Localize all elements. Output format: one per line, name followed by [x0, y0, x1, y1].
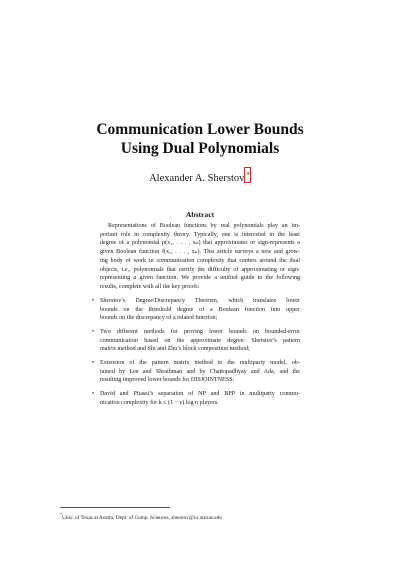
bullet-marker: •	[92, 328, 95, 335]
abstract-line: representing a given function. We provide a unified guide to the following	[100, 275, 300, 282]
abstract-heading: Abstract	[185, 210, 215, 219]
footnote-rule	[60, 507, 170, 508]
footnote-text: Univ. of Texas at Austin, Dept. of Comp. Sciences, sherstov@cs.utexas.edu	[62, 514, 223, 521]
abstract-line: Representations of Boolean functions by real polynomials play an im-	[108, 223, 300, 229]
paper-title-line-2: Using Dual Polynomials	[120, 140, 280, 157]
abstract-line: portant role in complexity theory. Typically, one is interested in the least	[100, 231, 300, 238]
bullet-line: communication based on the approximate degree: Sherstov’s pattern	[100, 337, 300, 344]
bullet-line: Extension of the pattern matrix method to the multiparty model, ob-	[100, 360, 300, 366]
author-affiliation-footnote	[60, 511, 360, 522]
abstract-line: objects, i.e., polynomials that certify the difficulty of approximating or sign-	[100, 266, 300, 273]
author-name-text: Alexander A. Sherstov	[149, 173, 245, 184]
abstract-line: results, complete with all the key proofs:	[100, 283, 200, 290]
bullet-line: resulting improved lower bounds for DISJOINTNESS;	[100, 377, 235, 384]
bullet-marker: •	[92, 359, 95, 366]
abstract-line: given Boolean function f(x₁, . . . , xₙ). This article surveys a new and grow-	[100, 249, 300, 256]
bullet-line: bounds on the threshold degree of a Boolean function into upper	[100, 306, 300, 313]
author-name	[60, 172, 340, 186]
abstract-line: degree of a polynomial p(x₁, . . . , xₙ) that approximates or sign-represents a	[100, 240, 300, 247]
bullet-line: nication complexity for k ≤ (1 − ϵ) log n players.	[100, 399, 219, 406]
bullet-line: bounds on the discrepancy of a related function;	[100, 315, 218, 322]
bullet-line: Two different methods for proving lower bounds on bounded-error	[100, 329, 300, 335]
bullet-marker: •	[92, 297, 95, 304]
bullet-line: matrix method and Shi and Zhu’s block composition method;	[100, 346, 250, 353]
bullet-marker: •	[92, 390, 95, 397]
bullet-line: Sherstov’s Degree/Discrepancy Theorem, which translates lower	[100, 298, 300, 304]
author-footnote-mark: *	[246, 170, 250, 179]
abstract-line: ing body of work in communication complexity that centers around the dual	[100, 257, 300, 264]
bullet-line: tained by Lee and Shraibman and by Chattopadhyay and Ada, and the	[100, 368, 300, 375]
paper-title-line-1: Communication Lower Bounds	[96, 121, 304, 138]
bullet-line: David and Pitassi’s separation of NP and BPP in multiparty commu-	[100, 391, 300, 397]
footnote-mark: *	[60, 512, 62, 517]
link-highlight-box	[244, 167, 251, 183]
